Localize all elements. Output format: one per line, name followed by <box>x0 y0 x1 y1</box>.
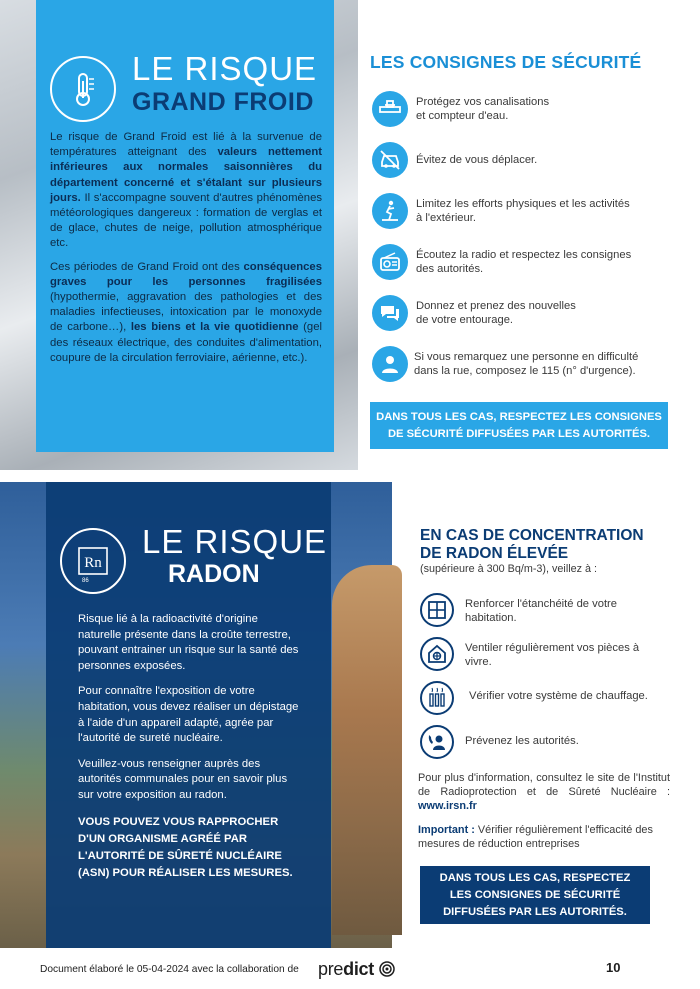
grand-froid-title-line2: GRAND FROID <box>132 88 314 116</box>
radon-consignes-subtitle: (supérieure à 300 Bq/m-3), veillez à : <box>420 563 598 575</box>
consigne-text-4: Écoutez la radio et respectez les consignes des autorités. <box>416 249 632 276</box>
rock-image <box>332 565 402 935</box>
target-icon <box>379 961 395 977</box>
radon-paragraph-1: Risque lié à la radioactivité d'origine naturelle présente dans la croûte terrestre, pouvant entrainer un risque sur la santé des personnes exposées. <box>78 613 299 672</box>
ventilation-icon <box>420 637 454 671</box>
text-run: Il s'accompagne souvent d'autres phénomènes météorologiques dangereux : formation de verglas et de glace, chutes de neige, pollution atmosphérique etc. <box>50 191 322 250</box>
radon-paragraph-3: Veuillez-vous renseigner auprès des autorités communales pour en savoir plus sur votre exposition au radon. <box>78 757 288 801</box>
text-run: (hypothermie, aggravation des pathologies et des maladies infectieuses, intoxication par le monoxyde de carbone…), <box>50 291 322 334</box>
radio-icon <box>372 244 408 280</box>
text-run: conséquences graves pour les personnes fragilisées <box>50 260 322 288</box>
text-run: valeurs nettement inférieures aux normales saisonnières du département concerné et s'étalant sur plusieurs jours. <box>50 146 322 204</box>
car-icon <box>372 142 408 178</box>
consigne-text-1: Protégez vos canalisations et compteur d'eau. <box>416 96 550 123</box>
radon-atomic-number: 86 <box>82 578 89 584</box>
grand-froid-paragraph-2 <box>50 260 322 366</box>
grand-froid-title-line1: LE RISQUE <box>132 50 318 87</box>
thermometer-icon <box>50 56 116 122</box>
heater-icon <box>420 681 454 715</box>
pipe-icon <box>372 91 408 127</box>
phone-person-icon <box>420 725 454 759</box>
radon-consigne-text-1: Renforcer l'étanchéité de votre habitation. <box>465 598 618 625</box>
page-number: 10 <box>606 960 621 975</box>
text-run: Le risque de Grand Froid est lié à la survenue de températures atteignant des <box>50 131 322 159</box>
radon-consignes-title: EN CAS DE CONCENTRATION DE RADON ÉLEVÉE <box>420 527 644 562</box>
footer-credit: Document élaboré le 05-04-2024 avec la collaboration de <box>40 964 299 975</box>
exercise-icon <box>372 193 408 229</box>
radon-consignes-banner: DANS TOUS LES CAS, RESPECTEZ LES CONSIGNES DE SÉCURITÉ DIFFUSÉES PAR LES AUTORITÉS. <box>420 866 650 924</box>
radon-paragraph-4: VOUS POUVEZ VOUS RAPPROCHER D'UN ORGANISME AGRÉÉ PAR L'AUTORITÉ DE SÛRETÉ NUCLÉAIRE (ASN) POUR RÉALISER LES MESURES. <box>78 815 293 879</box>
text-run: Ces périodes de Grand Froid ont des <box>50 260 244 273</box>
radon-title-line1: LE RISQUE <box>142 523 328 560</box>
radon-description <box>78 612 304 892</box>
consigne-text-3: Limitez les efforts physiques et les activités à l'extérieur. <box>416 198 630 225</box>
radon-consigne-text-2: Ventiler régulièrement vos pièces à vivre. <box>465 642 640 669</box>
important-label: Important : <box>418 824 475 836</box>
radon-symbol: Rn <box>84 555 102 571</box>
radon-title-line2: RADON <box>168 560 260 588</box>
consignes-title: LES CONSIGNES DE SÉCURITÉ <box>370 52 642 72</box>
consignes-banner: DANS TOUS LES CAS, RESPECTEZ LES CONSIGNES DE SÉCURITÉ DIFFUSÉES PAR LES AUTORITÉS. <box>370 402 668 449</box>
text-run: les biens et la vie quotidienne <box>130 321 299 334</box>
window-icon <box>420 593 454 627</box>
predict-logo <box>318 959 395 980</box>
person-icon <box>372 346 408 382</box>
radon-info-paragraph <box>418 771 670 814</box>
text-run: (gel des réseaux électrique, des conduites d'alimentation, coupure de la circulation ferroviaire, aérienne, etc.). <box>50 321 322 364</box>
radon-element-icon <box>60 528 126 594</box>
radon-info-text: Pour plus d'information, consultez le site de l'Institut de Radioprotection et de Sûreté Nucléaire : <box>418 772 670 799</box>
radon-consigne-text-3: Vérifier votre système de chauffage. <box>469 690 648 702</box>
radon-paragraph-2: Pour connaître l'exposition de votre habitation, vous devez réaliser un dépistage à l'aide d'un appareil adapté, agrée par l'autorité de sureté nucléaire. <box>78 685 299 745</box>
logo-dict: dict <box>343 959 374 979</box>
grand-froid-paragraph-1 <box>50 130 322 252</box>
radon-important-paragraph <box>418 823 670 851</box>
consigne-text-6: Si vous remarquez une personne en difficulté dans la rue, composez le 115 (n° d'urgence). <box>414 351 639 378</box>
important-text: Vérifier régulièrement l'efficacité des mesures de réduction entreprises <box>418 824 653 851</box>
irsn-link[interactable]: www.irsn.fr <box>418 800 477 813</box>
radon-consigne-text-4: Prévenez les autorités. <box>465 735 579 747</box>
consigne-text-5: Donnez et prenez des nouvelles de votre entourage. <box>416 300 576 327</box>
logo-pre: pre <box>318 959 344 979</box>
consigne-text-2: Évitez de vous déplacer. <box>416 154 538 166</box>
grand-froid-description <box>50 130 322 374</box>
chat-icon <box>372 295 408 331</box>
